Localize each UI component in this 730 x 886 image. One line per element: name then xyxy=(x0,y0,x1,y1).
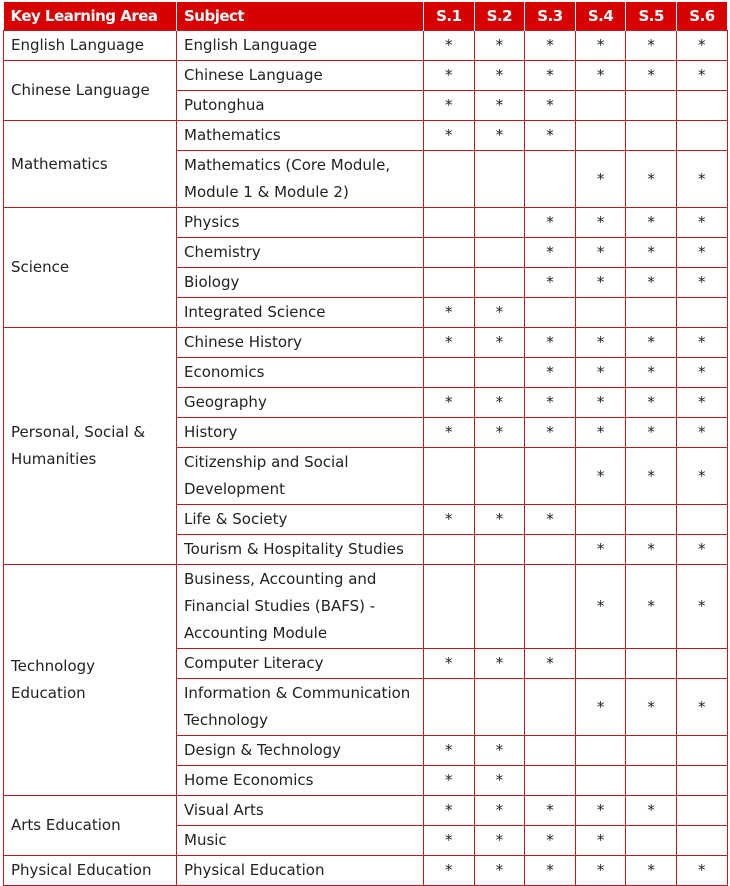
key-learning-area-cell: Chinese Language xyxy=(4,61,177,121)
subject-cell: Biology xyxy=(177,268,424,298)
key-learning-area-cell: Personal, Social & Humanities xyxy=(4,328,177,565)
offered-mark-s1 xyxy=(424,358,475,388)
table-row xyxy=(4,208,728,238)
offered-mark-s5: * xyxy=(626,679,677,736)
header-s3: S.3 xyxy=(525,2,576,31)
offered-mark-s2: * xyxy=(474,121,525,151)
table-row xyxy=(4,31,728,61)
key-learning-area-cell: Science xyxy=(4,208,177,328)
offered-mark-s4: * xyxy=(575,448,626,505)
offered-mark-s4: * xyxy=(575,535,626,565)
subject-cell: Chinese Language xyxy=(177,61,424,91)
offered-mark-s6 xyxy=(676,766,727,796)
subject-cell: Visual Arts xyxy=(177,796,424,826)
subject-cell: Integrated Science xyxy=(177,298,424,328)
offered-mark-s3: * xyxy=(525,418,576,448)
offered-mark-s1 xyxy=(424,268,475,298)
table-row xyxy=(4,328,728,358)
subject-cell: Physics xyxy=(177,208,424,238)
offered-mark-s3: * xyxy=(525,61,576,91)
offered-mark-s1: * xyxy=(424,91,475,121)
offered-mark-s5 xyxy=(626,91,677,121)
offered-mark-s4 xyxy=(575,766,626,796)
offered-mark-s2: * xyxy=(474,505,525,535)
offered-mark-s5: * xyxy=(626,151,677,208)
offered-mark-s1: * xyxy=(424,856,475,886)
table-row xyxy=(4,565,728,649)
offered-mark-s4: * xyxy=(575,238,626,268)
offered-mark-s1: * xyxy=(424,649,475,679)
offered-mark-s4: * xyxy=(575,358,626,388)
offered-mark-s4: * xyxy=(575,31,626,61)
offered-mark-s3: * xyxy=(525,91,576,121)
offered-mark-s3: * xyxy=(525,826,576,856)
offered-mark-s6 xyxy=(676,505,727,535)
offered-mark-s3 xyxy=(525,736,576,766)
subject-cell: Putonghua xyxy=(177,91,424,121)
offered-mark-s6: * xyxy=(676,679,727,736)
offered-mark-s1: * xyxy=(424,766,475,796)
offered-mark-s6: * xyxy=(676,856,727,886)
offered-mark-s3 xyxy=(525,448,576,505)
offered-mark-s6 xyxy=(676,826,727,856)
offered-mark-s2 xyxy=(474,535,525,565)
offered-mark-s5: * xyxy=(626,796,677,826)
offered-mark-s6 xyxy=(676,91,727,121)
offered-mark-s4 xyxy=(575,298,626,328)
offered-mark-s4: * xyxy=(575,826,626,856)
offered-mark-s2 xyxy=(474,268,525,298)
offered-mark-s5: * xyxy=(626,448,677,505)
offered-mark-s5: * xyxy=(626,418,677,448)
subject-cell: Geography xyxy=(177,388,424,418)
offered-mark-s1: * xyxy=(424,826,475,856)
key-learning-area-cell: Mathematics xyxy=(4,121,177,208)
offered-mark-s6: * xyxy=(676,535,727,565)
key-learning-area-cell: English Language xyxy=(4,31,177,61)
offered-mark-s1: * xyxy=(424,31,475,61)
offered-mark-s6 xyxy=(676,796,727,826)
offered-mark-s5: * xyxy=(626,565,677,649)
offered-mark-s2: * xyxy=(474,856,525,886)
offered-mark-s3: * xyxy=(525,208,576,238)
subject-cell: Chinese History xyxy=(177,328,424,358)
subject-cell: Economics xyxy=(177,358,424,388)
offered-mark-s5 xyxy=(626,736,677,766)
offered-mark-s4: * xyxy=(575,61,626,91)
offered-mark-s5: * xyxy=(626,535,677,565)
offered-mark-s5: * xyxy=(626,328,677,358)
offered-mark-s1 xyxy=(424,151,475,208)
offered-mark-s4: * xyxy=(575,796,626,826)
offered-mark-s6 xyxy=(676,649,727,679)
offered-mark-s2 xyxy=(474,238,525,268)
offered-mark-s3: * xyxy=(525,328,576,358)
offered-mark-s5 xyxy=(626,298,677,328)
offered-mark-s2: * xyxy=(474,418,525,448)
offered-mark-s2 xyxy=(474,208,525,238)
offered-mark-s3 xyxy=(525,535,576,565)
subject-cell: Information & Communication Technology xyxy=(177,679,424,736)
offered-mark-s2: * xyxy=(474,796,525,826)
subject-cell: Life & Society xyxy=(177,505,424,535)
table-row xyxy=(4,61,728,91)
offered-mark-s2: * xyxy=(474,31,525,61)
offered-mark-s6: * xyxy=(676,328,727,358)
offered-mark-s6: * xyxy=(676,448,727,505)
offered-mark-s3: * xyxy=(525,358,576,388)
offered-mark-s3: * xyxy=(525,649,576,679)
subject-cell: Mathematics xyxy=(177,121,424,151)
offered-mark-s1 xyxy=(424,238,475,268)
offered-mark-s4: * xyxy=(575,856,626,886)
offered-mark-s5 xyxy=(626,649,677,679)
offered-mark-s4: * xyxy=(575,268,626,298)
offered-mark-s1: * xyxy=(424,505,475,535)
subject-cell: Music xyxy=(177,826,424,856)
offered-mark-s5: * xyxy=(626,208,677,238)
header-s1: S.1 xyxy=(424,2,475,31)
subject-cell: Mathematics (Core Module, Module 1 & Module 2) xyxy=(177,151,424,208)
subject-cell: Chemistry xyxy=(177,238,424,268)
offered-mark-s6: * xyxy=(676,565,727,649)
offered-mark-s2: * xyxy=(474,649,525,679)
offered-mark-s1 xyxy=(424,565,475,649)
offered-mark-s6 xyxy=(676,298,727,328)
offered-mark-s5: * xyxy=(626,388,677,418)
offered-mark-s3: * xyxy=(525,505,576,535)
offered-mark-s4: * xyxy=(575,418,626,448)
key-learning-area-cell: Arts Education xyxy=(4,796,177,856)
header-s4: S.4 xyxy=(575,2,626,31)
offered-mark-s5: * xyxy=(626,61,677,91)
header-s6: S.6 xyxy=(676,2,727,31)
subject-cell: Citizenship and Social Development xyxy=(177,448,424,505)
table-row xyxy=(4,121,728,151)
offered-mark-s3: * xyxy=(525,121,576,151)
header-subject: Subject xyxy=(177,2,424,31)
offered-mark-s2: * xyxy=(474,388,525,418)
offered-mark-s5 xyxy=(626,826,677,856)
offered-mark-s6 xyxy=(676,121,727,151)
offered-mark-s1: * xyxy=(424,388,475,418)
subject-cell: Tourism & Hospitality Studies xyxy=(177,535,424,565)
offered-mark-s1: * xyxy=(424,61,475,91)
offered-mark-s6: * xyxy=(676,208,727,238)
offered-mark-s3: * xyxy=(525,856,576,886)
offered-mark-s4 xyxy=(575,736,626,766)
offered-mark-s6: * xyxy=(676,268,727,298)
offered-mark-s6: * xyxy=(676,238,727,268)
offered-mark-s5: * xyxy=(626,238,677,268)
subject-cell: Computer Literacy xyxy=(177,649,424,679)
offered-mark-s3 xyxy=(525,679,576,736)
subject-cell: Design & Technology xyxy=(177,736,424,766)
offered-mark-s1 xyxy=(424,535,475,565)
subject-cell: Home Economics xyxy=(177,766,424,796)
subject-cell: English Language xyxy=(177,31,424,61)
offered-mark-s3: * xyxy=(525,31,576,61)
offered-mark-s2: * xyxy=(474,298,525,328)
offered-mark-s1: * xyxy=(424,328,475,358)
offered-mark-s2 xyxy=(474,565,525,649)
offered-mark-s2 xyxy=(474,679,525,736)
offered-mark-s2: * xyxy=(474,826,525,856)
offered-mark-s6: * xyxy=(676,61,727,91)
header-key-learning-area: Key Learning Area xyxy=(4,2,177,31)
offered-mark-s4: * xyxy=(575,565,626,649)
subject-cell: Physical Education xyxy=(177,856,424,886)
offered-mark-s6 xyxy=(676,736,727,766)
offered-mark-s4: * xyxy=(575,679,626,736)
offered-mark-s3 xyxy=(525,766,576,796)
offered-mark-s5 xyxy=(626,505,677,535)
offered-mark-s2 xyxy=(474,151,525,208)
header-row xyxy=(4,2,728,31)
key-learning-area-cell: Technology Education xyxy=(4,565,177,796)
table-row xyxy=(4,796,728,826)
table-body xyxy=(4,31,728,886)
offered-mark-s1 xyxy=(424,208,475,238)
offered-mark-s1: * xyxy=(424,736,475,766)
table-header xyxy=(4,2,728,31)
offered-mark-s2 xyxy=(474,448,525,505)
offered-mark-s4: * xyxy=(575,151,626,208)
offered-mark-s1: * xyxy=(424,796,475,826)
offered-mark-s4 xyxy=(575,121,626,151)
offered-mark-s4 xyxy=(575,649,626,679)
offered-mark-s3: * xyxy=(525,268,576,298)
offered-mark-s1 xyxy=(424,679,475,736)
offered-mark-s6: * xyxy=(676,388,727,418)
curriculum-table xyxy=(3,2,728,886)
offered-mark-s5 xyxy=(626,766,677,796)
offered-mark-s4: * xyxy=(575,328,626,358)
offered-mark-s5: * xyxy=(626,856,677,886)
offered-mark-s5 xyxy=(626,121,677,151)
offered-mark-s3: * xyxy=(525,388,576,418)
offered-mark-s4 xyxy=(575,91,626,121)
offered-mark-s6: * xyxy=(676,151,727,208)
offered-mark-s3 xyxy=(525,298,576,328)
offered-mark-s4: * xyxy=(575,208,626,238)
offered-mark-s2: * xyxy=(474,736,525,766)
header-s5: S.5 xyxy=(626,2,677,31)
offered-mark-s5: * xyxy=(626,31,677,61)
offered-mark-s2: * xyxy=(474,91,525,121)
subject-cell: Business, Accounting and Financial Studies (BAFS) - Accounting Module xyxy=(177,565,424,649)
offered-mark-s5: * xyxy=(626,268,677,298)
offered-mark-s1: * xyxy=(424,298,475,328)
offered-mark-s6: * xyxy=(676,418,727,448)
table-row xyxy=(4,856,728,886)
offered-mark-s2 xyxy=(474,358,525,388)
subject-cell: History xyxy=(177,418,424,448)
offered-mark-s1: * xyxy=(424,121,475,151)
offered-mark-s2: * xyxy=(474,766,525,796)
offered-mark-s2: * xyxy=(474,328,525,358)
offered-mark-s3: * xyxy=(525,796,576,826)
offered-mark-s3 xyxy=(525,151,576,208)
offered-mark-s3: * xyxy=(525,238,576,268)
header-s2: S.2 xyxy=(474,2,525,31)
offered-mark-s5: * xyxy=(626,358,677,388)
offered-mark-s6: * xyxy=(676,358,727,388)
offered-mark-s1: * xyxy=(424,418,475,448)
offered-mark-s1 xyxy=(424,448,475,505)
key-learning-area-cell: Physical Education xyxy=(4,856,177,886)
offered-mark-s3 xyxy=(525,565,576,649)
offered-mark-s4: * xyxy=(575,388,626,418)
offered-mark-s4 xyxy=(575,505,626,535)
offered-mark-s6: * xyxy=(676,31,727,61)
offered-mark-s2: * xyxy=(474,61,525,91)
